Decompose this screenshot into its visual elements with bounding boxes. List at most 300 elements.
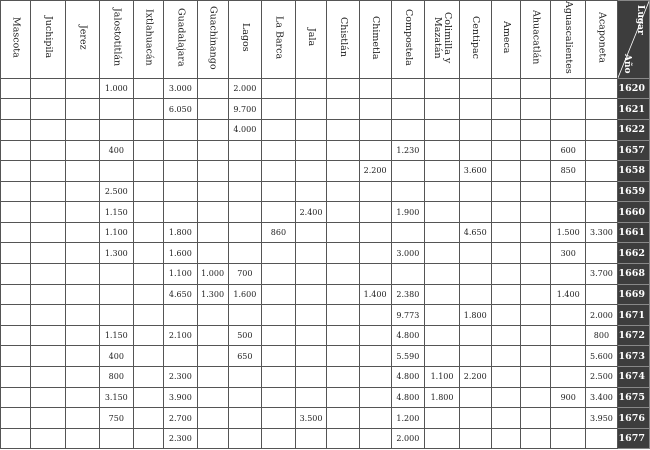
table-cell (262, 346, 295, 367)
column-header-label: La Barca (273, 15, 285, 59)
table-cell (586, 243, 618, 264)
table-cell (359, 346, 391, 367)
table-cell (459, 284, 491, 305)
table-cell (491, 243, 520, 264)
table-cell: 750 (99, 408, 133, 429)
table-cell (65, 408, 99, 429)
table-cell (521, 222, 551, 243)
table-cell (1, 78, 31, 99)
table-cell (31, 428, 65, 449)
table-cell (521, 161, 551, 182)
table-cell (1, 161, 31, 182)
table-cell (31, 264, 65, 285)
table-cell: 1.600 (228, 284, 262, 305)
column-header (425, 1, 460, 79)
table-cell (327, 387, 359, 408)
table-cell (1, 243, 31, 264)
table-cell (164, 202, 198, 223)
table-cell: 1.100 (425, 367, 460, 388)
table-cell: 3.150 (99, 387, 133, 408)
column-header (295, 1, 327, 79)
table-cell (551, 99, 586, 120)
year-cell: 1658 (617, 161, 649, 182)
table-cell (197, 181, 228, 202)
table-cell (551, 346, 586, 367)
table-cell (31, 78, 65, 99)
table-cell (133, 119, 163, 140)
table-cell (521, 119, 551, 140)
table-cell (31, 243, 65, 264)
table-cell: 1.000 (99, 78, 133, 99)
table-cell (491, 408, 520, 429)
year-cell: 1675 (617, 387, 649, 408)
table-cell (295, 78, 327, 99)
table-cell (65, 202, 99, 223)
table-cell (262, 264, 295, 285)
table-cell: 400 (99, 346, 133, 367)
column-header (521, 1, 551, 79)
table-cell: 2.700 (164, 408, 198, 429)
table-cell (425, 305, 460, 326)
column-header (164, 1, 198, 79)
table-cell (1, 284, 31, 305)
table-cell (359, 305, 391, 326)
table-row (1, 78, 650, 99)
table-cell (295, 243, 327, 264)
table-cell (491, 367, 520, 388)
table-cell: 3.000 (391, 243, 425, 264)
table-cell (65, 140, 99, 161)
table-cell (197, 387, 228, 408)
table-cell (228, 387, 262, 408)
column-header-label: Ameca (500, 21, 512, 54)
table-cell (551, 202, 586, 223)
table-cell (31, 346, 65, 367)
table-cell (521, 346, 551, 367)
table-cell (197, 325, 228, 346)
table-cell (425, 140, 460, 161)
table-cell (491, 78, 520, 99)
table-cell (295, 346, 327, 367)
table-cell (425, 408, 460, 429)
table-cell (295, 325, 327, 346)
table-cell (327, 161, 359, 182)
table-cell (31, 202, 65, 223)
table-cell (359, 428, 391, 449)
table-cell (133, 284, 163, 305)
table-cell (133, 387, 163, 408)
table-cell (586, 428, 618, 449)
table-cell (391, 181, 425, 202)
table-cell: 650 (228, 346, 262, 367)
table-cell (425, 428, 460, 449)
table-cell (197, 346, 228, 367)
table-cell (425, 202, 460, 223)
table-cell (133, 408, 163, 429)
table-cell: 860 (262, 222, 295, 243)
table-cell (65, 264, 99, 285)
table-row (1, 325, 650, 346)
table-cell (99, 305, 133, 326)
table-cell (295, 140, 327, 161)
table-cell (327, 325, 359, 346)
table-cell: 9.773 (391, 305, 425, 326)
table-cell (65, 305, 99, 326)
column-header (99, 1, 133, 79)
table-cell (133, 325, 163, 346)
table-cell (491, 264, 520, 285)
table-cell (31, 222, 65, 243)
table-cell (327, 264, 359, 285)
table-cell (425, 222, 460, 243)
table-cell: 500 (228, 325, 262, 346)
table-cell (65, 119, 99, 140)
table-cell (31, 325, 65, 346)
table-cell (551, 325, 586, 346)
table-cell (1, 181, 31, 202)
table-cell (133, 99, 163, 120)
column-header-label: Mascota (10, 16, 22, 58)
table-cell (65, 325, 99, 346)
table-cell (262, 284, 295, 305)
header-row (1, 1, 650, 79)
table-cell (197, 202, 228, 223)
table-cell (1, 202, 31, 223)
table-cell (1, 305, 31, 326)
table-cell: 4.800 (391, 367, 425, 388)
table-cell (262, 181, 295, 202)
table-cell: 1.800 (425, 387, 460, 408)
table-cell (133, 243, 163, 264)
table-cell (327, 346, 359, 367)
table-cell: 3.500 (295, 408, 327, 429)
table-row (1, 243, 650, 264)
table-cell (99, 428, 133, 449)
table-cell (228, 161, 262, 182)
table-cell: 1.100 (99, 222, 133, 243)
table-cell (31, 119, 65, 140)
year-cell: 1676 (617, 408, 649, 429)
table-cell (133, 367, 163, 388)
table-cell: 1.230 (391, 140, 425, 161)
table-cell: 600 (551, 140, 586, 161)
table-cell (295, 367, 327, 388)
table-cell: 2.380 (391, 284, 425, 305)
table-cell (197, 222, 228, 243)
table-cell (133, 78, 163, 99)
table-cell: 1.300 (99, 243, 133, 264)
table-cell (31, 140, 65, 161)
table-cell (586, 161, 618, 182)
table-cell: 300 (551, 243, 586, 264)
table-cell (425, 161, 460, 182)
table-cell (164, 140, 198, 161)
table-cell (1, 428, 31, 449)
table-cell (65, 181, 99, 202)
table-cell: 1.800 (164, 222, 198, 243)
table-cell (31, 181, 65, 202)
table-cell (551, 119, 586, 140)
table-cell (327, 99, 359, 120)
table-cell: 3.300 (586, 222, 618, 243)
table-cell: 2.400 (295, 202, 327, 223)
table-cell (586, 119, 618, 140)
table-cell (262, 305, 295, 326)
year-cell: 1660 (617, 202, 649, 223)
table-cell (459, 346, 491, 367)
table-cell (459, 325, 491, 346)
column-header-label: Guachinango (207, 5, 219, 70)
column-header-label: Colimilla y Mazatán (432, 11, 454, 63)
table-cell (491, 119, 520, 140)
table-cell (327, 367, 359, 388)
table-cell (31, 387, 65, 408)
table-cell: 2.300 (164, 367, 198, 388)
table-cell (295, 428, 327, 449)
table-cell: 5.600 (586, 346, 618, 367)
table-cell (521, 78, 551, 99)
table-cell: 1.100 (164, 264, 198, 285)
table-cell (459, 78, 491, 99)
table-cell (197, 305, 228, 326)
table-cell (99, 264, 133, 285)
table-cell (295, 119, 327, 140)
table-cell (425, 119, 460, 140)
table-cell: 2.500 (99, 181, 133, 202)
year-cell: 1657 (617, 140, 649, 161)
table-cell (491, 305, 520, 326)
table-row (1, 428, 650, 449)
table-row (1, 264, 650, 285)
table-cell (459, 202, 491, 223)
table-cell (359, 140, 391, 161)
table-cell (327, 284, 359, 305)
table-cell (327, 119, 359, 140)
table-cell (586, 78, 618, 99)
year-cell: 1674 (617, 367, 649, 388)
table-cell (133, 346, 163, 367)
table-cell (295, 222, 327, 243)
table-cell (359, 202, 391, 223)
table-cell: 4.650 (164, 284, 198, 305)
column-header (551, 1, 586, 79)
table-cell: 1.150 (99, 202, 133, 223)
table-cell (99, 161, 133, 182)
column-header (491, 1, 520, 79)
table-cell (491, 387, 520, 408)
column-header-label: Jala (306, 28, 318, 47)
table-cell (1, 222, 31, 243)
table-cell (425, 99, 460, 120)
year-cell: 1672 (617, 325, 649, 346)
table-cell: 4.650 (459, 222, 491, 243)
table-cell (459, 181, 491, 202)
table-cell: 2.200 (459, 367, 491, 388)
table-cell (197, 428, 228, 449)
table-cell (228, 140, 262, 161)
table-cell (425, 284, 460, 305)
table-cell (1, 99, 31, 120)
year-cell: 1620 (617, 78, 649, 99)
table-cell (228, 428, 262, 449)
table-cell: 3.600 (459, 161, 491, 182)
table-row (1, 181, 650, 202)
table-cell (425, 325, 460, 346)
table-cell (359, 119, 391, 140)
table-cell (164, 119, 198, 140)
table-cell (327, 140, 359, 161)
table-cell (197, 367, 228, 388)
table-cell (491, 140, 520, 161)
table-cell: 4.800 (391, 387, 425, 408)
table-cell: 1.000 (197, 264, 228, 285)
column-header (133, 1, 163, 79)
table-cell (228, 202, 262, 223)
table-cell: 1.900 (391, 202, 425, 223)
table-cell: 3.900 (164, 387, 198, 408)
table-cell (133, 140, 163, 161)
column-header-label: Aguascalientes (563, 1, 575, 74)
table-cell (491, 161, 520, 182)
table-cell (521, 387, 551, 408)
table-cell (262, 202, 295, 223)
column-header (327, 1, 359, 79)
column-header-label: Chimetla (370, 15, 382, 60)
table-cell (133, 428, 163, 449)
table-cell (586, 202, 618, 223)
column-header-label: Jalostotitlán (111, 8, 123, 67)
table-row (1, 99, 650, 120)
table-cell (521, 181, 551, 202)
table-cell (586, 99, 618, 120)
table-cell (1, 367, 31, 388)
table-cell (164, 161, 198, 182)
table-cell (359, 181, 391, 202)
table-cell (262, 119, 295, 140)
table-cell (425, 264, 460, 285)
table-row (1, 202, 650, 223)
table-cell: 2.000 (391, 428, 425, 449)
table-cell: 800 (586, 325, 618, 346)
table-cell (228, 243, 262, 264)
column-header-label: Jerez (77, 25, 89, 50)
table-cell (295, 181, 327, 202)
table-cell: 1.500 (551, 222, 586, 243)
table-cell (551, 428, 586, 449)
table-cell (391, 78, 425, 99)
column-header (459, 1, 491, 79)
table-cell (491, 181, 520, 202)
table-cell (1, 387, 31, 408)
table-cell (295, 387, 327, 408)
table-cell (327, 222, 359, 243)
column-header (262, 1, 295, 79)
table-cell (197, 161, 228, 182)
table-cell (31, 408, 65, 429)
table-row (1, 140, 650, 161)
table-cell: 4.000 (228, 119, 262, 140)
table-cell (197, 140, 228, 161)
column-header (228, 1, 262, 79)
table-cell (31, 284, 65, 305)
table-cell: 3.000 (164, 78, 198, 99)
table-cell (359, 78, 391, 99)
table-cell (359, 222, 391, 243)
table-cell: 1.200 (391, 408, 425, 429)
table-cell (359, 367, 391, 388)
table-cell (133, 161, 163, 182)
table-cell: 3.950 (586, 408, 618, 429)
year-cell: 1659 (617, 181, 649, 202)
column-header-label: Lagos (239, 23, 251, 52)
table-cell (586, 284, 618, 305)
table-cell (262, 325, 295, 346)
column-header-label: Compostela (402, 8, 414, 66)
table-row (1, 222, 650, 243)
table-cell (459, 408, 491, 429)
column-header (586, 1, 618, 79)
table-cell (521, 99, 551, 120)
table-cell (521, 243, 551, 264)
table-cell (327, 78, 359, 99)
table-cell (164, 181, 198, 202)
table-cell (262, 161, 295, 182)
column-header-label: Ahuacatlán (530, 10, 542, 65)
table-cell (551, 264, 586, 285)
table-cell: 800 (99, 367, 133, 388)
table-cell (164, 346, 198, 367)
year-cell: 1669 (617, 284, 649, 305)
table-cell (1, 325, 31, 346)
table-cell (197, 119, 228, 140)
table-cell (491, 284, 520, 305)
table-cell (551, 305, 586, 326)
year-cell: 1661 (617, 222, 649, 243)
table-cell (425, 243, 460, 264)
table-cell (459, 243, 491, 264)
corner-label-lugar: Lugar (635, 5, 645, 35)
table-cell (491, 325, 520, 346)
table-cell (491, 428, 520, 449)
table-cell: 1.400 (551, 284, 586, 305)
column-header-label: Guadalajara (175, 8, 187, 67)
column-header (65, 1, 99, 79)
table-cell (391, 99, 425, 120)
table-cell (327, 181, 359, 202)
table-cell (586, 140, 618, 161)
table-cell: 5.590 (391, 346, 425, 367)
column-header (1, 1, 31, 79)
year-cell: 1668 (617, 264, 649, 285)
table-cell (327, 243, 359, 264)
table-cell (359, 387, 391, 408)
table-cell (133, 222, 163, 243)
table-cell (295, 305, 327, 326)
table-cell (459, 428, 491, 449)
table-cell (327, 202, 359, 223)
year-cell: 1622 (617, 119, 649, 140)
table-cell (521, 284, 551, 305)
table-cell (228, 367, 262, 388)
table-row (1, 119, 650, 140)
column-header-label: Ixtlahuacán (143, 9, 155, 66)
table-cell (391, 119, 425, 140)
table-cell (65, 367, 99, 388)
table-cell (228, 408, 262, 429)
column-header-label: Juchipila (43, 16, 55, 59)
table-cell (359, 99, 391, 120)
table-cell: 2.200 (359, 161, 391, 182)
